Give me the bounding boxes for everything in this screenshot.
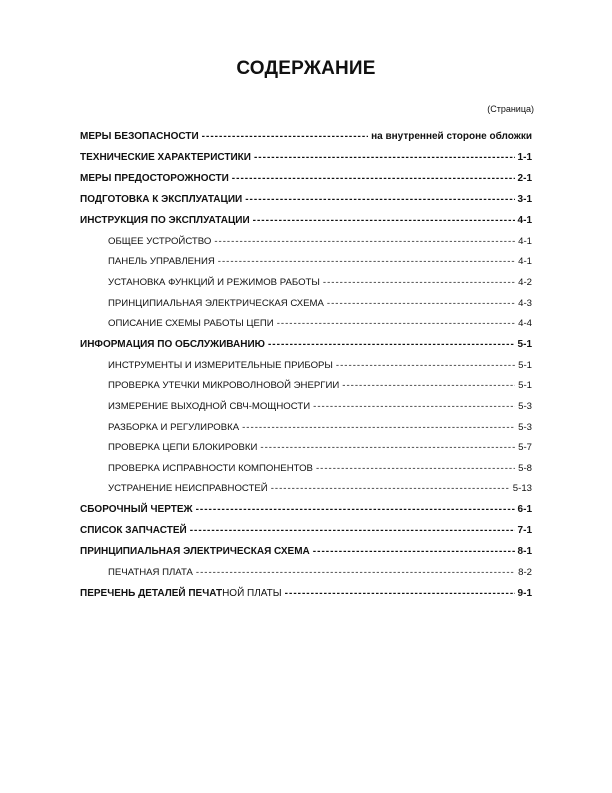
toc-entry-page: 1-1 — [517, 152, 532, 163]
toc-entry — [80, 210, 532, 231]
toc-entry-label: ИНСТРУКЦИЯ ПО ЭКСПЛУАТАЦИИ — [80, 215, 250, 226]
toc-subentry — [80, 231, 532, 252]
toc-leader — [196, 504, 515, 515]
toc-entry — [80, 520, 532, 541]
toc-entry-label: РАЗБОРКА И РЕГУЛИРОВКА — [108, 421, 240, 433]
toc-entry — [80, 189, 532, 210]
toc-entry-page: 5-3 — [518, 400, 532, 412]
toc-leader — [342, 380, 515, 391]
toc-entry-page: 4-3 — [518, 297, 532, 309]
toc-entry-page: 8-1 — [517, 546, 532, 558]
toc-leader — [242, 422, 515, 433]
toc-entry-label: ПАНЕЛЬ УПРАВЛЕНИЯ — [108, 256, 215, 268]
toc-subentry — [80, 293, 532, 314]
toc-leader — [271, 483, 510, 494]
toc-leader — [268, 339, 515, 350]
toc-entry-page: 5-3 — [518, 421, 532, 433]
toc-entry-page: 4-1 — [517, 215, 532, 226]
toc-leader — [277, 318, 515, 329]
toc-entry-page: 4-2 — [518, 276, 532, 288]
toc-entry-label: ПРИНЦИПИАЛЬНАЯ ЭЛЕКТРИЧЕСКАЯ СХЕМА — [80, 546, 310, 558]
toc-leader — [202, 131, 368, 142]
toc-leader — [285, 588, 515, 599]
toc-leader — [214, 236, 515, 247]
toc-subentry — [80, 479, 532, 500]
toc-entry-label: ПЕЧАТНАЯ ПЛАТА — [108, 566, 193, 578]
toc-subentry — [80, 252, 532, 273]
toc-entry-page: 4-1 — [518, 256, 532, 268]
page-title: СОДЕРЖАНИЕ — [236, 58, 376, 79]
toc-entry-label: СПИСОК ЗАПЧАСТЕЙ — [80, 525, 187, 537]
toc-entry-label: ПОДГОТОВКА К ЭКСПЛУАТАЦИИ — [80, 194, 243, 205]
toc-entry-page: 5-13 — [512, 483, 532, 495]
toc-entry-page: 7-1 — [517, 525, 532, 537]
toc-leader — [313, 546, 515, 557]
toc-subentry — [80, 562, 532, 583]
toc-entry-page: 3-1 — [517, 194, 532, 205]
toc-entry-page: 5-8 — [518, 462, 532, 474]
toc-entry — [80, 541, 532, 562]
toc-entry-page: 4-1 — [518, 235, 532, 247]
toc-entry-label-normal: НОЙ ПЛАТЫ — [222, 587, 282, 599]
toc-entry-page: на внутренней стороне обложки — [371, 131, 532, 142]
toc-entry-label: ПРИНЦИПИАЛЬНАЯ ЭЛЕКТРИЧЕСКАЯ СХЕМА — [108, 297, 324, 309]
toc-entry-label: ПРОВЕРКА ЦЕПИ БЛОКИРОВКИ — [108, 442, 258, 454]
toc-leader — [336, 360, 515, 371]
toc-subentry — [80, 355, 532, 376]
toc-subentry — [80, 272, 532, 293]
toc-leader — [245, 194, 514, 205]
toc-entry-page: 2-1 — [517, 173, 532, 184]
toc-entry-page: 5-7 — [518, 442, 532, 454]
toc-entry-page: 5-1 — [518, 359, 532, 371]
toc-entry — [80, 126, 532, 147]
toc-entry-label: МЕРЫ БЕЗОПАСНОСТИ — [80, 131, 199, 142]
toc-leader — [196, 567, 515, 578]
toc-entry-page: 9-1 — [517, 587, 532, 599]
toc-subentry — [80, 396, 532, 417]
toc-entry-label: ИЗМЕРЕНИЕ ВЫХОДНОЙ СВЧ-МОЩНОСТИ — [108, 400, 311, 412]
toc-entry-label-bold: ПЕРЕЧЕНЬ ДЕТАЛЕЙ ПЕЧАТ — [80, 587, 223, 599]
toc-subentry — [80, 313, 532, 334]
toc-leader — [253, 215, 515, 226]
toc-leader — [323, 277, 515, 288]
toc-entry-label — [80, 588, 282, 599]
toc-entry-page: 4-4 — [518, 318, 532, 330]
toc-entry-label: СБОРОЧНЫЙ ЧЕРТЕЖ — [80, 504, 193, 516]
toc-entry-page: 6-1 — [517, 504, 532, 516]
toc-subentry — [80, 437, 532, 458]
toc-subentry — [80, 458, 532, 479]
toc-entry — [80, 168, 532, 189]
toc-entry — [80, 583, 532, 604]
toc-entry — [80, 499, 532, 520]
toc-leader — [313, 401, 515, 412]
toc-entry-label: ОПИСАНИЕ СХЕМЫ РАБОТЫ ЦЕПИ — [108, 318, 274, 330]
page-column-note: (Страница) — [487, 104, 534, 114]
toc-entry-label: МЕРЫ ПРЕДОСТОРОЖНОСТИ — [80, 173, 229, 184]
toc-subentry — [80, 376, 532, 397]
toc-entry-label: ОБЩЕЕ УСТРОЙСТВО — [108, 235, 212, 247]
toc-leader — [327, 298, 515, 309]
toc-entry-label: ИНФОРМАЦИЯ ПО ОБСЛУЖИВАНИЮ — [80, 338, 265, 350]
table-of-contents — [80, 126, 532, 604]
toc-leader — [232, 173, 515, 184]
toc-entry-label: ПРОВЕРКА УТЕЧКИ МИКРОВОЛНОВОЙ ЭНЕРГИИ — [108, 380, 340, 392]
toc-leader — [190, 525, 515, 536]
toc-entry — [80, 147, 532, 168]
toc-subentry — [80, 417, 532, 438]
toc-entry-label: ПРОВЕРКА ИСПРАВНОСТИ КОМПОНЕНТОВ — [108, 462, 313, 474]
toc-entry-page: 5-1 — [517, 338, 532, 350]
toc-entry-label: УСТРАНЕНИЕ НЕИСПРАВНОСТЕЙ — [108, 483, 268, 495]
toc-entry-page: 8-2 — [518, 566, 532, 578]
toc-entry-label: УСТАНОВКА ФУНКЦИЙ И РЕЖИМОВ РАБОТЫ — [108, 276, 320, 288]
toc-leader — [254, 152, 515, 163]
toc-entry-label: ИНСТРУМЕНТЫ И ИЗМЕРИТЕЛЬНЫЕ ПРИБОРЫ — [108, 359, 333, 371]
toc-leader — [260, 442, 515, 453]
toc-entry-label: ТЕХНИЧЕСКИЕ ХАРАКТЕРИСТИКИ — [80, 152, 251, 163]
toc-entry — [80, 334, 532, 355]
toc-entry-page: 5-1 — [518, 380, 532, 392]
toc-leader — [316, 463, 515, 474]
toc-leader — [218, 256, 515, 267]
